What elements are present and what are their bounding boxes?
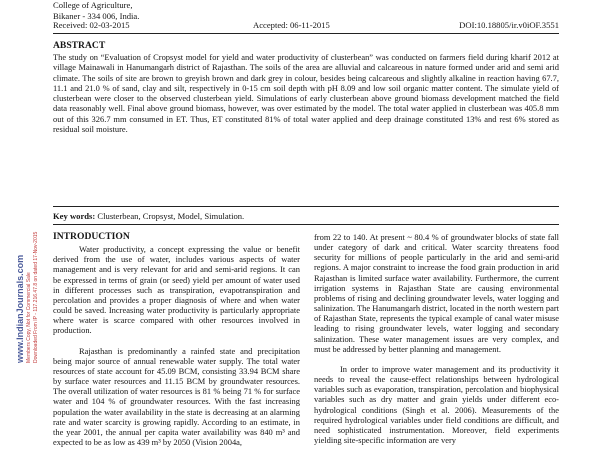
- paragraph: Water productivity, a concept expressing the value or benefit derived from the use of water, includes various aspects of water management and is very relevant for arid and semi-arid regions. It can be expressed in terms of grain (or seed) yield per amount of water used in different processes such as transpiration, evapotranspiration and percolation and provides a proper diagnosis of where and when water could be saved. Increasing water productivity is particularly appropriate where water is scarce compared with other resources involved in production.: [53, 244, 300, 336]
- keywords: [53, 211, 244, 221]
- keywords-label: Key words:: [53, 211, 96, 221]
- abstract-heading: ABSTRACT: [53, 40, 106, 51]
- affiliation-line: Bikaner - 334 006, India.: [53, 10, 140, 21]
- download-notice: Downloaded From IP - 117.216.47.8 on dated 17-Nov-2015: [33, 231, 39, 363]
- paragraph: Rajasthan is predominantly a rainfed state and precipitation being major source of annual renewable water supply. The total water resources of state account for 45.09 BCM, consisting 33.94 BCM share by surface water resources and 11.15 BCM by groundwater resources. The overall utilization of water resources is 81 % being 71 % for surface water and 104 % of groundwater resources. With the fast increasing population the water availability in the state is decreasing at an alarming rate and water scarcity is growing rapidly. According to an estimate, in the year 2001, the annual per capita water availability was 840 m³ and expected to be as low as 439 m³ by 2050 (Vision 2004a,: [53, 345, 300, 447]
- paragraph: from 22 to 140. At present ~ 80.4 % of groundwater blocks of state fall under category of dark and critical. Water scarcity threatens food security for millions of people particularly in the arid and semi-arid regions. A major constraint to increase the food grain production in arid Rajasthan is limited surface water availability. Furthermore, the current irrigation systems in Rajasthan State are causing environmental problems of rising and declining groundwater levels, water logging and salinization. The Hanumangarh district, located in the north western part of Rajasthan State, represents the typical example of canal water misuse leading to rising groundwater levels, water logging and secondary salinization. These water management issues are very complex, and must be addressed by better planning and management.: [314, 232, 559, 354]
- divider: [53, 33, 559, 34]
- accepted-date: Accepted: 06-11-2015: [253, 20, 330, 30]
- paragraph: In order to improve water management and its productivity it needs to reveal the cause-effect relationships between hydrological variables such as evaporation, transpiration, percolation and biophysical variables such as dry matter and grain yields under different eco-hydrological conditions (Singh et al. 2006). Measurements of the required hydrological variables under field conditions are difficult, and need sophisticated instrumentation. Moreover, field experiments yielding site-specific information are very: [314, 363, 559, 445]
- author-affiliation: [53, 0, 139, 21]
- member-copy-notice: Members Copy, Not for Commercial Sale: [26, 272, 32, 363]
- abstract-text: The study on “Evaluation of Cropsyst model for yield and water productivity of clusterbean” was conducted on farmers field during kharif 2012 at village Mainawali in Hanumangarh district of Rajasthan. The soils of the area are alluvial and calcareous in nature formed under arid and semi arid climate. The soils of site are brown to greyish brown and dark grey in colour, besides being calcareous and slightly alkaline in reaction having 67.7, 11.1 and 21.0 % of sand, clay and silt, respectively in 0-15 cm soil depth with pH 8.09 and low soil organic matter content. The simulate yield of clusterbean were closer to the observed clusterbean yield. Simulations of early clusterbean above ground biomass development matched the field data reasonably well. Final above ground biomass, however, was over estimated by the model. The total water applied in clusterbean was 405.8 mm out of this 326.7 mm consumed in ET. Thus, ET constituted 81% of total water applied and deep drainage constituted 13% and rest 6% stored as residual soil moisture.: [53, 52, 559, 135]
- divider: [53, 224, 559, 225]
- received-date: Received: 02-03-2015: [53, 20, 130, 30]
- right-column: [314, 232, 559, 445]
- introduction-heading: INTRODUCTION: [53, 231, 130, 242]
- left-column: [53, 232, 300, 447]
- divider: [53, 206, 559, 207]
- download-sidebar: [12, 215, 42, 365]
- affiliation-line: College of Agriculture,: [53, 0, 133, 10]
- doi-link[interactable]: DOI:10.18805/ir.v0iOF.3551: [459, 20, 559, 30]
- journal-url[interactable]: www.IndianJournals.com: [15, 254, 25, 363]
- keywords-text: Clusterbean, Cropsyst, Model, Simulation.: [97, 211, 245, 221]
